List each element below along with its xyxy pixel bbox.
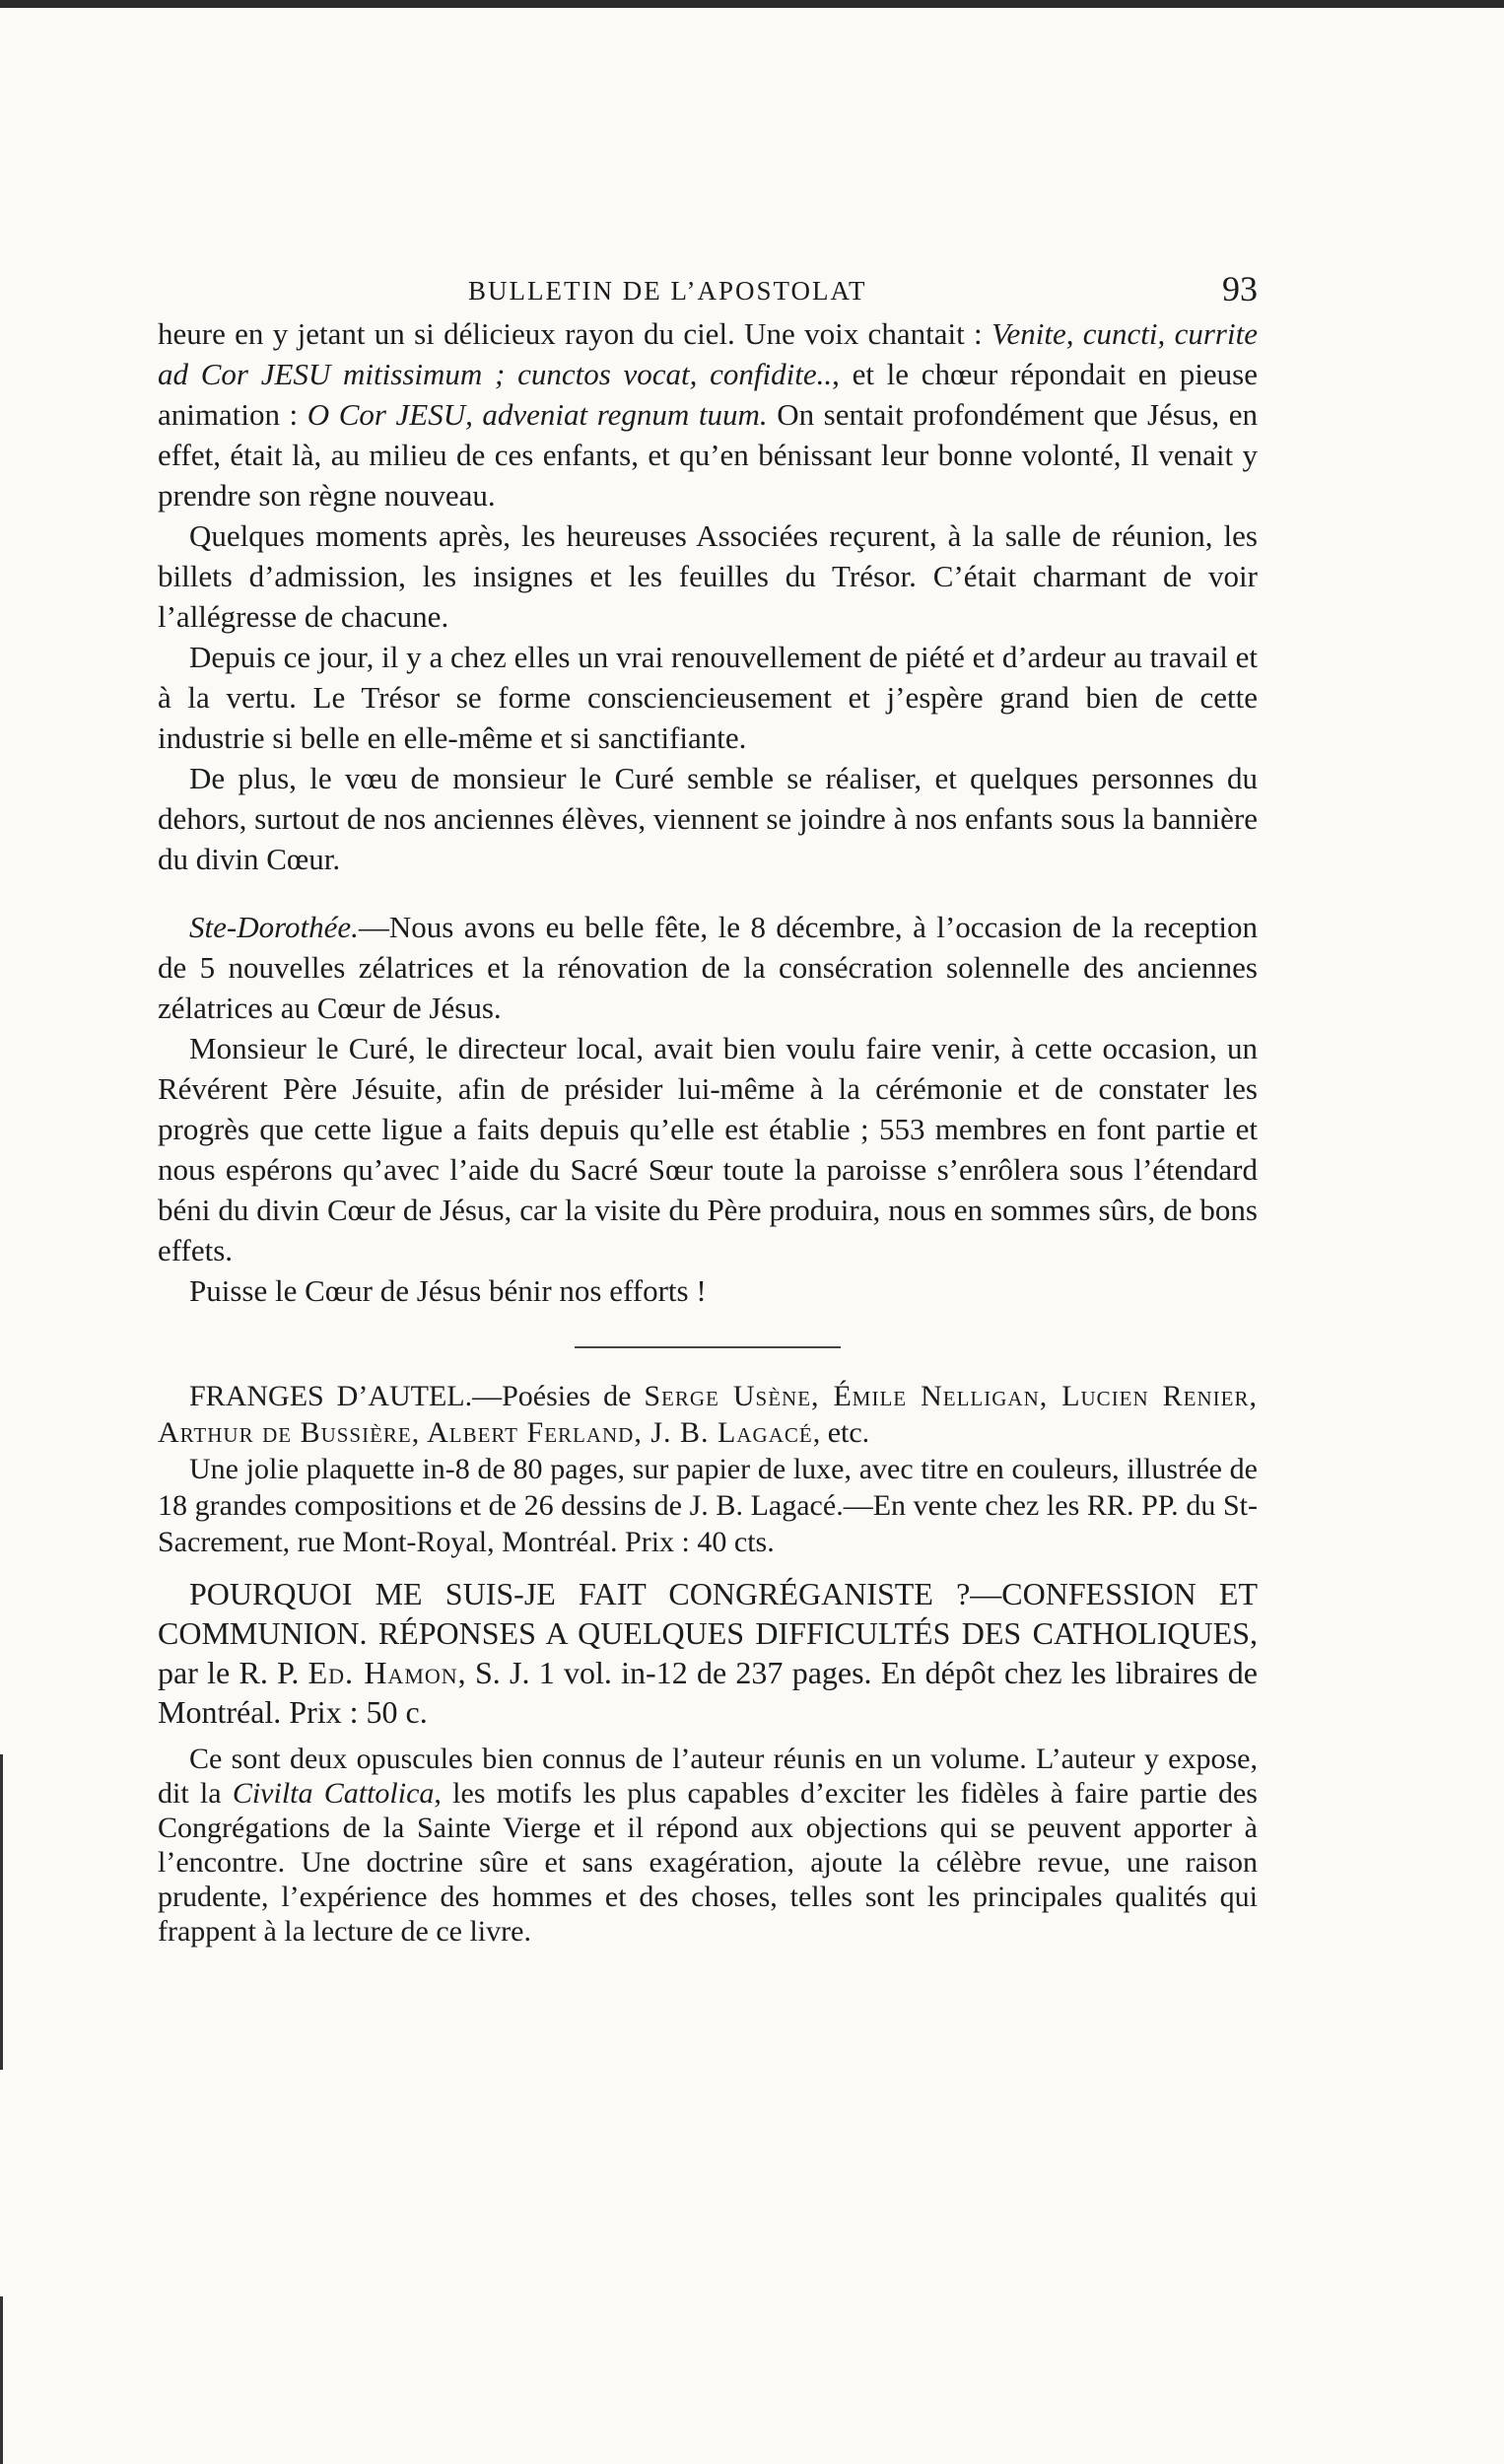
- paragraph-ste-dorothee: Ste-Dorothée.—Nous avons eu belle fête, le 8 décembre, à l’occasion de la reception de 5 nouvelles zélatrices et la rénovation de la consécration solennelle des anciennes zélatrices au Cœur de Jésus.: [158, 910, 1258, 1025]
- notice-pourquoi: POURQUOI ME SUIS-JE FAIT CONGRÉGANISTE ?—CONFESSION ET COMMUNION. RÉPONSES A QUELQUES DIFFICULTÉS DES CATHOLIQUES, par le R. P. Ed. Hamon, S. J. 1 vol. in-12 de 237 pages. En dépôt chez les libraires de Montréal. Prix : 50 c.: [158, 1576, 1259, 1730]
- place-name: Ste-Dorothée.: [189, 910, 359, 944]
- page-number: 93: [1222, 269, 1258, 308]
- running-title: BULLETIN DE L’APOSTOLAT: [468, 276, 867, 306]
- section-divider: [575, 1346, 841, 1348]
- notice-pourquoi-description: Ce sont deux opuscules bien connus de l’auteur réunis en un volume. L’auteur y expose, dit la Civilta Cattolica, les motifs les plus capables d’exciter les fidèles à faire partie des Congrégations de la Sainte Vierge et il répond aux objections qui se peuvent apporter à l’encontre. Une doctrine sûre et sans exagération, ajoute la célèbre revue, une raison prudente, l’expérience des hommes et des choses, telles sont les principales qualités qui frappent à la lecture de ce livre.: [158, 1743, 1258, 1948]
- paragraph-closing: Puisse le Cœur de Jésus bénir nos efforts !: [189, 1273, 707, 1308]
- scan-top-edge: [0, 0, 1504, 8]
- paragraph-monsieur-le-cure: Monsieur le Curé, le directeur local, avait bien voulu faire venir, à cette occasion, un Révérent Père Jésuite, afin de présider lui-même à la cérémonie et de constater les progrès que cette ligue a faits depuis qu’elle est établie ; 553 membres en font partie et nous espérons qu’avec l’aide du Sacré Sœur toute la paroisse s’enrôlera sous l’étendard béni du divin Cœur de Jésus, car la visite du Père produira, nous en sommes sûrs, de bons effets.: [158, 1031, 1258, 1267]
- scan-left-edge-shadow: [0, 1754, 3, 2070]
- running-header: [158, 264, 1258, 313]
- document-page: [158, 264, 1258, 1949]
- notice-franges-description: Une jolie plaquette in-8 de 80 pages, sur papier de luxe, avec titre en couleurs, illustrée de 18 grandes compositions et de 26 dessins de J. B. Lagacé.—En vente chez les RR. PP. du St-Sacrement, rue Mont-Royal, Montréal. Prix : 40 cts.: [158, 1453, 1258, 1558]
- paragraph-de-plus: De plus, le vœu de monsieur le Curé semble se réaliser, et quelques personnes du dehors, surtout de nos anciennes élèves, viennent se joindre à nos enfants sous la bannière du divin Cœur.: [158, 761, 1258, 876]
- notice-franges-dautel: FRANGES D’AUTEL.—Poésies de Serge Usène, Émile Nelligan, Lucien Renier, Arthur de Bussière, Albert Ferland, J. B. Lagacé, etc.: [158, 1380, 1258, 1449]
- paragraph-continuation: heure en y jetant un si délicieux rayon du ciel. Une voix chantait : Venite, cuncti, currite ad Cor JESU mitissimum ; cunctos vocat, confidite.., et le chœur répondait en pieuse animation : O Cor JESU, adveniat regnum tuum. On sentait profondément que Jésus, en effet, était là, au milieu de ces enfants, et qu’en bénissant leur bonne volonté, Il venait y prendre son règne nouveau.: [158, 316, 1258, 513]
- scan-left-edge-shadow-lower: [0, 2296, 3, 2464]
- paragraph-depuis: Depuis ce jour, il y a chez elles un vrai renouvellement de piété et d’ardeur au travail et à la vertu. Le Trésor se forme consciencieusement et j’espère grand bien de cette industrie si belle en elle-même et si sanctifiante.: [158, 640, 1258, 755]
- paragraph-associees: Quelques moments après, les heureuses Associées reçurent, à la salle de réunion, les billets d’admission, les insignes et les feuilles du Trésor. C’était charmant de voir l’allégresse de chacune.: [158, 518, 1258, 634]
